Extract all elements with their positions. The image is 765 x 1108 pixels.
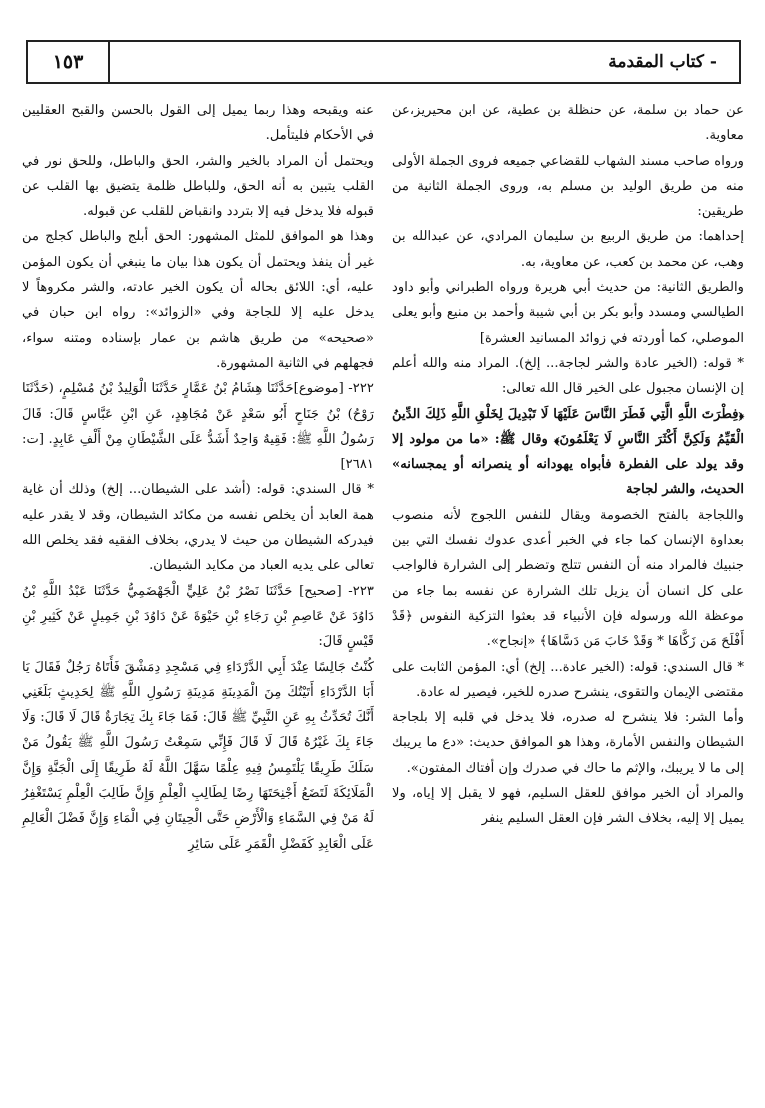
hadith-text: كُنْتُ جَالِسًا عِنْدَ أَبِي الدَّرْدَاءِ فِي مَسْجِدِ دِمَشْقَ فَأَتَاهُ رَجُلٌ فَقَالَ يَا أَبَا الدَّرْدَاءِ أَتَيْتُكَ مِنَ الْمَدِينَةِ مَدِينَةِ رَسُولِ اللَّهِ ﷺ لِحَدِيثٍ بَلَغَنِي أَنَّكَ تُحَدِّثُ بِهِ عَنِ النَّبِيِّ ﷺ قَالَ: فَمَا جَاءَ بِكَ تِجَارَةٌ قَالَ لَا قَالَ: وَلَا جَاءَ بِكَ غَيْرُهُ قَالَ لَا قَالَ فَإِنِّي سَمِعْتُ رَسُولَ اللَّهِ ﷺ يَقُولُ مَنْ سَلَكَ طَرِيقًا يَلْتَمِسُ فِيهِ عِلْمًا سَهَّلَ اللَّهُ لَهُ طَرِيقًا إِلَى الْجَنَّةِ وَإِنَّ الْمَلَائِكَةَ لَتَضَعُ أَجْنِحَتَهَا رِضًا لِطَالِبِ الْعِلْمِ وَإِنَّ طَالِبَ الْعِلْمِ يَسْتَغْفِرُ لَهُ مَنْ فِي السَّمَاءِ وَالْأَرْضِ حَتَّى الْحِيتَانِ فِي الْمَاءِ وَإِنَّ فَضْلَ الْعَالِمِ عَلَى الْعَابِدِ كَفَضْلِ الْقَمَرِ عَلَى سَائِرِ	[22, 659, 374, 852]
paragraph: ورواه صاحب مسند الشهاب للقضاعي جميعه فروى الجملة الأولى منه من طريق الوليد بن مسلم به، وروى الجملة الثانية من طريقين:	[392, 153, 744, 220]
paragraph: عن حماد بن سلمة، عن حنظلة بن عطية، عن ابن محيريز،عن معاوية.	[392, 103, 744, 144]
paragraph: عنه ويقبحه وهذا ربما يميل إلى القول بالحسن والقبح العقليين في الأحكام فليتأمل.	[22, 103, 374, 144]
right-column	[392, 98, 744, 832]
paragraph: وهذا هو الموافق للمثل المشهور: الحق أبلج والباطل كجلج من غير أن ينفذ ويحتمل أن يكون هذا بيان ما ينبغي أن يكون المؤمن عليه، أي: اللائق بحاله أن يكون الخير عادته، والشر مكروهاً لا يدخل عليه إلا للجاجة وفي «الزوائد»: رواه ابن حبان في «صحيحه» من طريق هاشم بن عمار بإسناده ومتنه سواء، فجهلهم في الثانية المشهورة.	[22, 229, 374, 371]
paragraph: * قال السندي: قوله: (الخير عادة... إلخ) أي: المؤمن الثابت على مقتضى الإيمان والتقوى، ينشرح صدره للخير، فيصير له عادة.	[392, 659, 744, 700]
paragraph: * قال السندي: قوله: (أشد على الشيطان... إلخ) وذلك أن غاية همة العابد أن يخلص نفسه من مكائد الشيطان، وقد لا يقدر عليه فيدركه الشيطان من حيث لا يدري، بخلاف الفقيه فقد يخلص الله تعالى على يديه العباد من مكايد الشيطان.	[22, 482, 374, 574]
paragraph: والطريق الثانية: من حديث أبي هريرة ورواه الطبراني وأبو داود الطيالسي ومسدد وأبو بكر بن أبي شيبة وأحمد بن منيع وأبو يعلى الموصلي، كما أوردته في زوائد المسانيد العشرة]	[392, 280, 744, 346]
page-header	[26, 40, 741, 84]
quran-verse: ﴿فِطْرَتَ اللَّهِ الَّتِي فَطَرَ النَّاسَ عَلَيْهَا لَا تَبْدِيلَ لِخَلْقِ اللَّهِ ذَلِكَ الدِّينُ الْقَيِّمُ وَلَكِنَّ أَكْثَرَ النَّاسِ لَا يَعْلَمُونَ﴾ وقال ﷺ: «ما من مولود إلا وقد يولد على الفطرة فأبواه يهودانه أو ينصرانه أو يمجسانه» الحديث، والشر لجاجة	[392, 406, 744, 498]
paragraph: والمراد أن الخير موافق للعقل السليم، فهو لا يقبل إلا إياه، ولا يميل إلا إليه، بخلاف الشر فإن العقل السليم ينفر	[392, 786, 744, 827]
hadith-text: ٢٢٢- [موضوع]حَدَّثَنَا هِشَامُ بْنُ عَمَّارٍ حَدَّثَنَا الْوَلِيدُ بْنُ مُسْلِمٍ، (حَدَّثَنَا رَوْحُ) بْنُ جَنَاحٍ أَبُو سَعْدٍ عَنْ مُجَاهِدٍ، عَنِ ابْنِ عَبَّاسٍ قَالَ: قَالَ رَسُولُ اللَّهِ ﷺ: فَقِيهٌ وَاحِدٌ أَشَدُّ عَلَى الشَّيْطَانِ مِنْ أَلْفِ عَابِدٍ. [ت: ٢٦٨١]	[22, 381, 374, 473]
paragraph: * قوله: (الخير عادة والشر لجاجة... إلخ). المراد منه والله أعلم إن الإنسان مجبول على الخير قال الله تعالى:	[392, 355, 744, 397]
left-column	[22, 98, 374, 857]
paragraph: واللجاجة بالفتح الخصومة ويقال للنفس اللجوج لأنه منصوب بعداوة الإنسان كما جاء في الخبر أعدى عدوك نفسك التي بين جنبيك فالمراد منه أن النفس تتلج وتضطر إلى الشرارة فالواجب على كل انسان أن يزيل تلك الشرارة عن نفسه بما جاء من موعظة الله ورسوله فإن الأنبياء قد بعثوا التزكية النفوس ﴿قَدْ أَفْلَحَ مَن زَكَّاهَا * وَقَدْ خَابَ مَن دَسَّاهَا﴾ «إنجاح».	[392, 507, 744, 650]
chapter-title: - كتاب المقدمة	[608, 52, 717, 72]
paragraph: وأما الشر: فلا ينشرح له صدره، فلا يدخل في قلبه إلا بلجاجة الشيطان والنفس الأمارة، وهذا هو الموافق حديث: «دع ما يريبك إلى ما لا يريبك، والإثم ما حاك في صدرك وإن أفتاك المفتون».	[392, 710, 744, 776]
page-number: ١٥٣	[52, 51, 84, 73]
hadith-chain: ٢٢٣- [صحيح] حَدَّثَنَا نَصْرُ بْنُ عَلِيٍّ الْجَهْضَمِيُّ حَدَّثَنَا عَبْدُ اللَّهِ بْنُ دَاوُدَ عَنْ عَاصِمِ بْنِ رَجَاءِ بْنِ حَيْوَةَ عَنْ دَاوُدَ بْنِ جَمِيلٍ عَنْ كَثِيرِ بْنِ قَيْسٍ قَالَ:	[22, 583, 374, 650]
paragraph: ويحتمل أن المراد بالخير والشر، الحق والباطل، وللحق نور في القلب يتبين به أنه الحق، وللباطل ظلمة يتضيق بها القلب عن قبوله فلا يدخل فيه إلا بتردد وانقباض للقلب عن قبوله.	[22, 153, 374, 220]
paragraph: إحداهما: من طريق الربيع بن سليمان المرادي، عن عبدالله بن وهب، عن محمد بن كعب، عن معاوية، به.	[392, 229, 744, 270]
header-divider	[108, 42, 110, 82]
